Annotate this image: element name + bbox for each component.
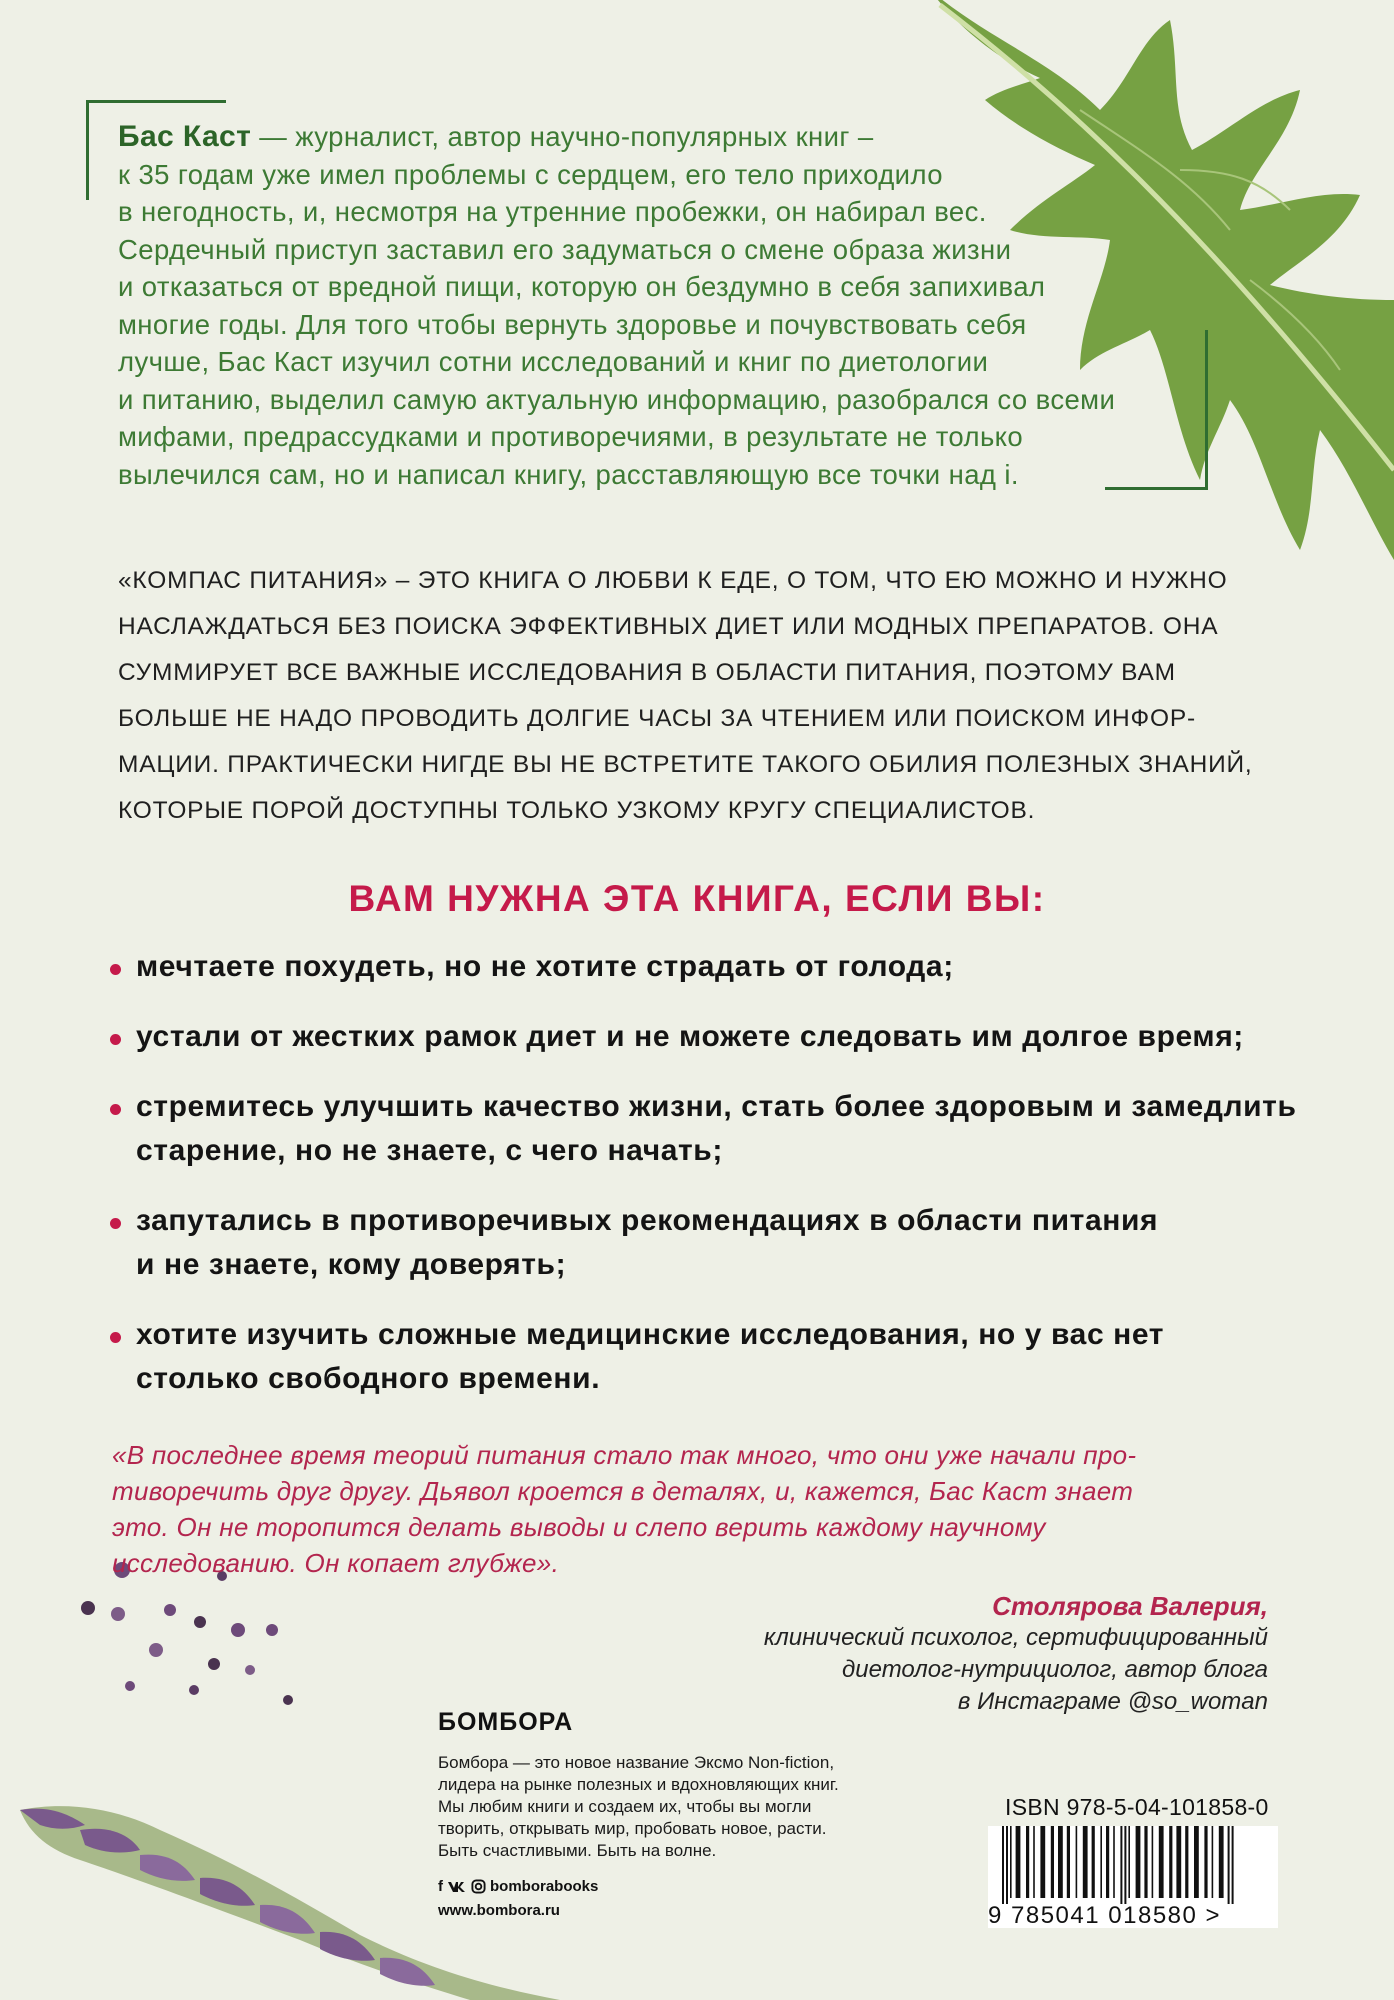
description-line: КОТОРЫЕ ПОРОЙ ДОСТУПНЫ ТОЛЬКО УЗКОМУ КРУГУ СПЕЦИАЛИСТОВ. [118,797,1036,824]
barcode-bar [1113,1826,1115,1898]
barcode-bar [1051,1826,1054,1898]
instagram-icon[interactable] [471,1879,486,1894]
reviewer-title: в Инстаграме @so_woman [957,1688,1268,1715]
barcode-bar [1026,1826,1029,1898]
barcode-bar [1067,1826,1070,1898]
barcode-bar [1212,1826,1214,1898]
barcode-bar [1204,1826,1207,1898]
publisher-line: Быть счастливыми. Быть на волне. [438,1841,717,1860]
bullet-icon [110,1104,121,1115]
barcode-bar [1176,1826,1181,1898]
seeds-illustration [60,1550,380,1770]
author-bio-line: мифами, предрассудками и противоречиями, в результате не только [118,421,1024,452]
publisher-line: Бомбора — это новое название Эксмо Non-fiction, [438,1753,835,1772]
barcode-bar [1083,1826,1088,1898]
list-item [108,945,1308,989]
publisher-line: творить, открывать мир, пробовать новое, расти. [438,1819,827,1838]
barcode-bar [1058,1826,1063,1898]
barcode-bar [1092,1826,1095,1898]
barcode [988,1826,1278,1928]
reviewer-name: Столярова Валерия, [992,1591,1268,1621]
barcode-bar [1136,1826,1141,1898]
barcode-bar [1040,1826,1045,1898]
description-line: НАСЛАЖДАТЬСЯ БЕЗ ПОИСКА ЭФФЕКТИВНЫХ ДИЕТ ИЛИ МОДНЫХ ПРЕПАРАТОВ. ОНА [118,613,1219,640]
frame-corner-top-left [86,100,89,200]
benefits-list [108,945,1308,1427]
quote-attribution [568,1590,1268,1718]
list-item-text: устали от жестких рамок диет и не можете следовать им долгое время; [136,1020,1244,1053]
social-links [438,1878,598,1895]
author-bio [118,118,1178,493]
author-bio-line: многие годы. Для того чтобы вернуть здоровье и почувствовать себя [118,308,1027,340]
reviewer-title: диетолог-нутрициолог, автор блога [842,1656,1268,1683]
publisher-description [438,1752,958,1862]
list-item-text: запутались в противоречивых рекомендациях в области питания [136,1204,1159,1237]
barcode-bar [1159,1826,1164,1898]
description-line: «КОМПАС ПИТАНИЯ» – ЭТО КНИГА О ЛЮБВИ К ЕДЕ, О ТОМ, ЧТО ЕЮ МОЖНО И НУЖНО [118,567,1228,594]
list-item-text: стремитесь улучшить качество жизни, стать более здоровым и замедлить [136,1090,1297,1123]
barcode-bar [1106,1826,1109,1898]
barcode-bar [1185,1826,1188,1898]
bullet-icon [110,1034,121,1045]
frame-corner-bottom-right [1205,330,1208,490]
quote-line: тиворечить друг другу. Дьявол кроется в деталях, и, кажется, Бас Каст знает [112,1476,1134,1506]
author-bio-line: и отказаться от вредной пищи, которую он бездумно в себя запихивал [118,271,1046,302]
barcode-digits: 9 785041 018580 > [988,1902,1222,1929]
description-line: МАЦИИ. ПРАКТИЧЕСКИ НИГДЕ ВЫ НЕ ВСТРЕТИТЕ ТАКОГО ОБИЛИЯ ПОЛЕЗНЫХ ЗНАНИЙ, [118,751,1253,778]
author-bio-line: — журналист, автор научно-популярных книг – [251,121,874,152]
publisher-logo: БОМБОРА [438,1708,574,1736]
barcode-bar [1100,1826,1102,1898]
barcode-bar [1006,1826,1008,1904]
frame-corner-top-left [86,100,226,103]
author-bio-line: лучше, Бас Каст изучил сотни исследований и книг по диетологии [118,346,989,377]
author-bio-line: в негодность, и, несмотря на утренние пробежки, он набирал вес. [118,196,987,227]
quote-line: исследованию. Он копает глубже». [112,1548,560,1578]
list-item [108,1085,1308,1173]
barcode-bar [1016,1826,1021,1898]
barcode-bar [1124,1826,1126,1904]
bullet-icon [110,1332,121,1343]
facebook-icon[interactable]: f [438,1878,443,1895]
barcode-bar [1169,1826,1172,1898]
barcode-bar [1002,1826,1004,1904]
publisher-line: Мы любим книги и создаем их, чтобы вы могли [438,1797,812,1816]
book-description [118,558,1268,834]
barcode-bar [1152,1826,1154,1898]
reviewer-title: клинический психолог, сертифицированный [763,1624,1268,1651]
author-bio-line: и питанию, выделил самую актуальную информацию, разобрался со всеми [118,383,1116,415]
review-quote [112,1437,1312,1581]
publisher-line: лидера на рынке полезных и вдохновляющих книг. [438,1775,839,1794]
section-heading: ВАМ НУЖНА ЭТА КНИГА, ЕСЛИ ВЫ: [348,878,1046,919]
barcode-bar [1144,1826,1147,1898]
list-item [108,1015,1308,1059]
description-line: БОЛЬШЕ НЕ НАДО ПРОВОДИТЬ ДОЛГИЕ ЧАСЫ ЗА ЧТЕНИЕМ ИЛИ ПОИСКОМ ИНФОР- [118,705,1196,732]
website-link[interactable]: www.bombora.ru [438,1902,560,1919]
vk-icon[interactable] [447,1880,467,1894]
isbn-number: ISBN 978-5-04-101858-0 [1005,1794,1269,1820]
bullet-icon [110,1218,121,1229]
description-line: СУММИРУЕТ ВСЕ ВАЖНЫЕ ИССЛЕДОВАНИЯ В ОБЛАСТИ ПИТАНИЯ, ПОЭТОМУ ВАМ [118,659,1176,686]
author-name: Бас Каст [118,120,252,153]
list-item-text: и не знаете, кому доверять; [136,1248,567,1281]
social-handle[interactable]: bomborabooks [490,1878,599,1895]
barcode-bar [1033,1826,1035,1898]
author-bio-line: вылечился сам, но и написал книгу, расставляющую все точки над i. [118,458,1019,490]
list-item-text: старение, но не знаете, с чего начать; [136,1134,723,1167]
barcode-bar [1120,1826,1122,1904]
list-item-text: мечтаете похудеть, но не хотите страдать от голода; [136,950,954,983]
quote-line: это. Он не торопится делать выводы и слепо верить каждому научному [112,1512,1046,1542]
barcode-bar [1076,1826,1078,1898]
bullet-icon [110,964,121,975]
barcode-bar [1010,1826,1012,1898]
barcode-bar [1194,1826,1199,1898]
barcode-bar [1228,1826,1230,1904]
quote-line: «В последнее время теорий питания стало так много, что они уже начали про- [112,1440,1137,1470]
list-item-text: столько свободного времени. [136,1362,601,1395]
author-bio-line: к 35 годам уже имел проблемы с сердцем, его тело приходило [118,158,943,190]
author-bio-line: Сердечный приступ заставил его задуматься о смене образа жизни [118,233,1012,265]
list-item [108,1199,1308,1287]
barcode-bar [1232,1826,1234,1904]
list-item [108,1313,1308,1401]
barcode-bar [1219,1826,1224,1898]
barcode-bar [1128,1826,1130,1898]
list-item-text: хотите изучить сложные медицинские исследования, но у вас нет [136,1318,1165,1351]
barcode-bars [988,1826,1278,1904]
